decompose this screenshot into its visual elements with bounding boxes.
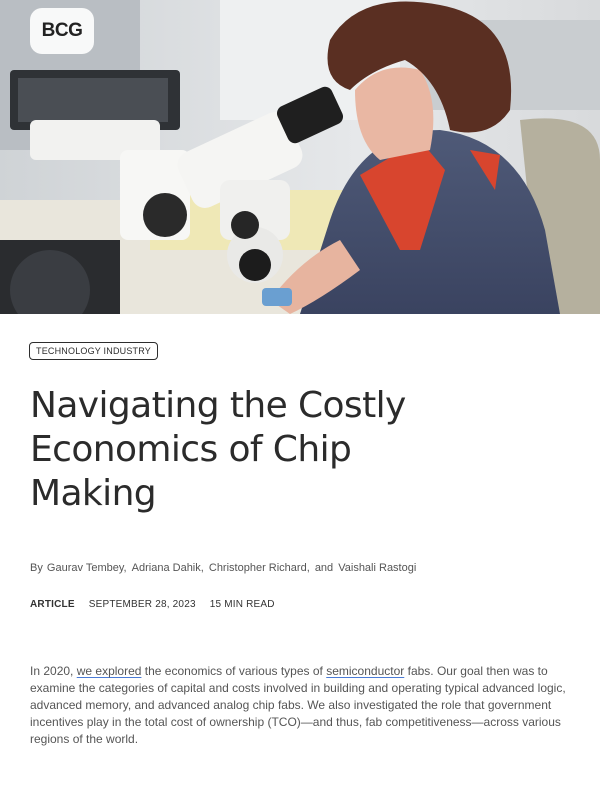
byline bbox=[30, 562, 417, 574]
byline-and: and bbox=[314, 562, 334, 574]
author-link[interactable]: Gaurav Tembey, bbox=[46, 562, 127, 574]
title-line-3: Making bbox=[30, 473, 157, 514]
logo-text: BCG bbox=[41, 20, 83, 41]
article-meta bbox=[30, 599, 275, 610]
author-link[interactable]: Adriana Dahik, bbox=[131, 562, 204, 574]
title-line-2: Economics of Chip bbox=[30, 429, 352, 470]
author-link[interactable]: Vaishali Rastogi bbox=[338, 562, 417, 574]
we-explored-link[interactable]: we explored bbox=[76, 664, 142, 678]
intro-text: fabs. Our goal then was to examine the categories of capital and costs involved in building and operating typical advanced logic, advanced memory, and advanced analog chip fabs. We also investigated the role that government incentives play in the total cost of ownership (TCO)—and thus, fab competitiveness—across various regions of the world. bbox=[30, 664, 566, 746]
author-link[interactable]: Christopher Richard, bbox=[208, 562, 310, 574]
category-tag[interactable]: TECHNOLOGY INDUSTRY bbox=[29, 342, 158, 360]
article-title bbox=[30, 384, 570, 516]
hero-image bbox=[0, 0, 600, 314]
byline-prefix: By bbox=[30, 562, 43, 574]
publish-date: SEPTEMBER 28, 2023 bbox=[88, 599, 196, 610]
bcg-logo[interactable] bbox=[30, 8, 94, 54]
intro-text: In 2020, bbox=[30, 664, 74, 678]
content-type: ARTICLE bbox=[30, 599, 75, 610]
title-line-1: Navigating the Costly bbox=[30, 385, 406, 426]
article-intro bbox=[30, 663, 575, 748]
intro-text: the economics of various types of bbox=[144, 664, 323, 678]
semiconductor-link[interactable]: semiconductor bbox=[326, 664, 405, 678]
read-time: 15 MIN READ bbox=[209, 599, 275, 610]
